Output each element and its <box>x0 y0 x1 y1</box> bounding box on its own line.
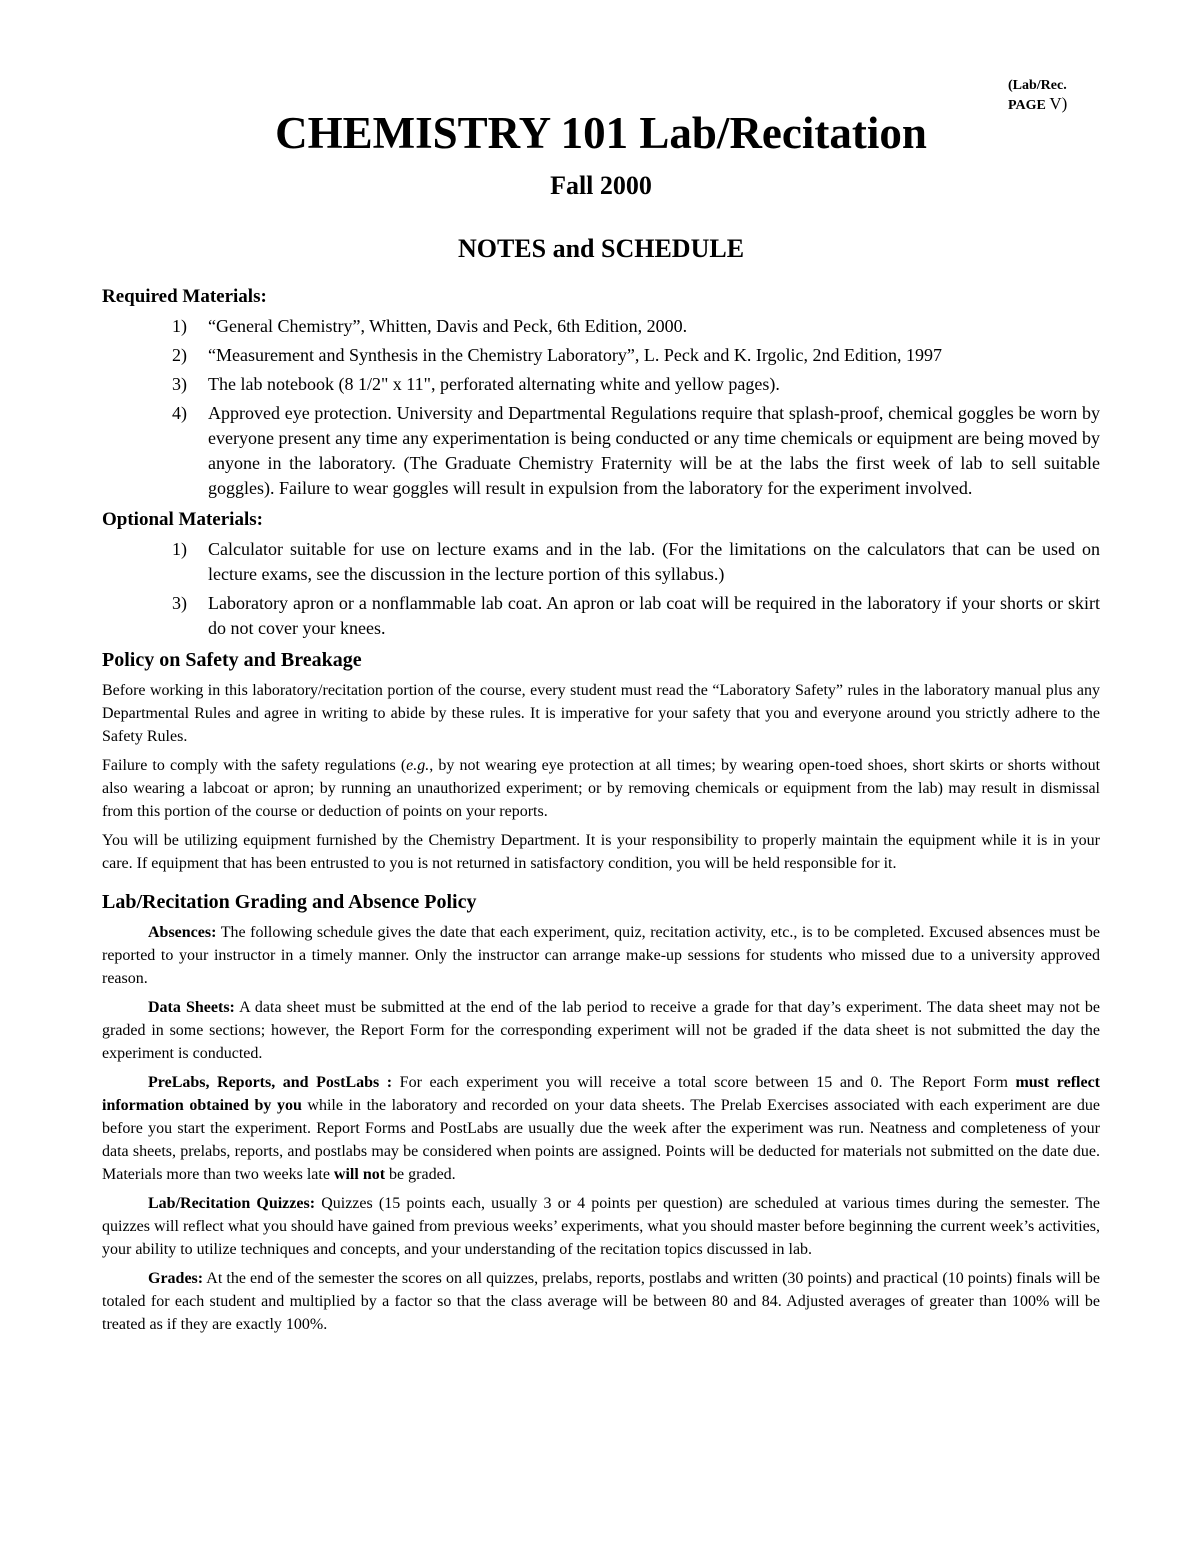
list-item <box>102 401 1100 501</box>
paragraph-text: be graded. <box>385 1166 456 1183</box>
optional-materials-label: Optional Materials: <box>102 509 263 530</box>
required-materials-label: Required Materials: <box>102 286 267 307</box>
safety-text: Failure to comply with the safety regulations ( <box>102 757 407 774</box>
list-item-text: Calculator suitable for use on lecture exams and in the lab. (For the limitations on the calculators that can be used on lecture exams, see the discussion in the lecture portion of this syllabus.) <box>208 539 1100 584</box>
optional-materials-list <box>102 537 1100 641</box>
list-item-number: 1) <box>172 316 187 336</box>
page-reference-roman: V) <box>1049 94 1068 113</box>
paragraph-text: At the end of the semester the scores on all quizzes, prelabs, reports, postlabs and written (30 points) and practical (10 points) finals will be totaled for each student and multiplied by a factor so that the class average will be between 80 and 84. Adjusted averages of greater than 100% will be treated as if they are exactly 100%. <box>102 1270 1100 1333</box>
list-item-number: 1) <box>172 539 187 559</box>
list-item-number: 4) <box>172 403 187 423</box>
safety-text-italic: e.g. <box>406 757 430 774</box>
grading-policy-heading: Lab/Recitation Grading and Absence Policy <box>102 891 477 913</box>
safety-text: , by not wearing eye protection at all times; by wearing open-toed shoes, short skirts or shorts without also wearing a labcoat or apron; by running an unauthorized experiment; or by removing chemicals or equipment from the lab) may result in dismissal from this portion of the course or deduction of points on your reports. <box>102 757 1101 820</box>
paragraph-lead: Grades: <box>148 1270 204 1287</box>
list-item <box>102 537 1100 587</box>
list-item-text: The lab notebook (8 1/2" x 11", perforated alternating white and yellow pages). <box>208 374 780 394</box>
document-title: CHEMISTRY 101 Lab/Recitation <box>275 108 927 158</box>
safety-paragraph: You will be utilizing equipment furnished by the Chemistry Department. It is your responsibility to properly maintain the equipment while it is in your care. If equipment that has been entrusted to you is not returned in satisfactory condition, you will be held responsible for it. <box>102 832 1100 872</box>
list-item-text: Laboratory apron or a nonflammable lab coat. An apron or lab coat will be required in the laboratory if your shorts or skirt do not cover your knees. <box>208 593 1100 638</box>
term-label: Fall 2000 <box>550 171 652 200</box>
list-item <box>102 372 1100 397</box>
data-sheets-paragraph <box>102 996 1100 1065</box>
required-materials-list <box>102 314 1100 501</box>
quizzes-paragraph <box>102 1192 1100 1261</box>
list-item-text: “Measurement and Synthesis in the Chemistry Laboratory”, L. Peck and K. Irgolic, 2nd Edition, 1997 <box>208 345 943 365</box>
safety-policy-heading: Policy on Safety and Breakage <box>102 649 362 671</box>
paragraph-text: while in the laboratory and recorded on your data sheets. The Prelab Exercises associated with each experiment are due before you start the experiment. Report Forms and PostLabs are usually due the week after the experiment was run. Neatness and completeness of your data sheets, prelabs, reports, and postlabs may be considered when points are assigned. Points will be deducted for materials not submitted on the date due. Materials more than two weeks late <box>102 1097 1101 1183</box>
paragraph-lead: Lab/Recitation Quizzes: <box>148 1195 316 1212</box>
list-item-number: 2) <box>172 345 187 365</box>
list-item-number: 3) <box>172 593 187 613</box>
list-item <box>102 314 1100 339</box>
safety-paragraph <box>102 754 1100 823</box>
paragraph-lead: PreLabs, Reports, and PostLabs : <box>148 1074 393 1091</box>
paragraph-text: The following schedule gives the date that each experiment, quiz, recitation activity, etc., is to be completed. Excused absences must be reported to your instructor in a timely manner. Only the instructor can arrange make-up sessions for students who missed due to a university approved reason. <box>102 924 1100 987</box>
paragraph-text: Quizzes (15 points each, usually 3 or 4 points per question) are scheduled at various times during the semester. The quizzes will reflect what you should have gained from previous weeks’ experiments, what you should master before beginning the current week’s activities, your ability to utilize techniques and concepts, and your understanding of the recitation topics discussed in lab. <box>102 1195 1100 1258</box>
paragraph-emphasis: will not <box>333 1166 386 1183</box>
page-reference-prefix: (Lab/Rec. PAGE <box>1008 78 1067 113</box>
list-item <box>102 343 1100 368</box>
prelabs-paragraph <box>102 1071 1100 1186</box>
paragraph-text: A data sheet must be submitted at the end of the lab period to receive a grade for that day’s experiment. The data sheet may not be graded in some sections; however, the Report Form for the corresponding experiment will not be graded if the data sheet is not submitted the day the experiment is conducted. <box>102 999 1101 1062</box>
list-item-text: Approved eye protection. University and Departmental Regulations require that splash-proof, chemical goggles be worn by everyone present any time any experimentation is being conducted or any time chemicals or equipment are being moved by anyone in the laboratory. (The Graduate Chemistry Fraternity will be at the labs the first week of lab to sell suitable goggles). Failure to wear goggles will result in expulsion from the laboratory for the experiment involved. <box>208 403 1100 498</box>
document-body <box>102 284 1100 1342</box>
paragraph-lead: Data Sheets: <box>148 999 235 1016</box>
paragraph-emphasis: must reflect information obtained by you <box>102 1074 1100 1114</box>
document-subtitle: NOTES and SCHEDULE <box>457 234 745 263</box>
paragraph-text: For each experiment you will receive a total score between 15 and 0. The Report Form <box>392 1074 1016 1091</box>
list-item-number: 3) <box>172 374 187 394</box>
absences-paragraph <box>102 921 1100 990</box>
list-item-text: “General Chemistry”, Whitten, Davis and Peck, 6th Edition, 2000. <box>208 316 688 336</box>
paragraph-lead: Absences: <box>148 924 217 941</box>
list-item <box>102 591 1100 641</box>
safety-paragraph: Before working in this laboratory/recitation portion of the course, every student must read the “Laboratory Safety” rules in the laboratory manual plus any Departmental Rules and agree in writing to abide by these rules. It is imperative for your safety that you and everyone around you strictly adhere to the Safety Rules. <box>102 682 1100 745</box>
grades-paragraph <box>102 1267 1100 1336</box>
